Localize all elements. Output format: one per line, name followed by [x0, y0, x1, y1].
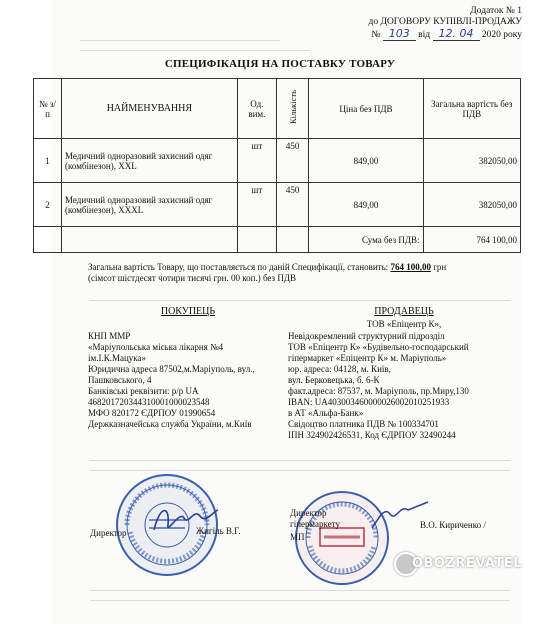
faint-line: [90, 600, 510, 601]
table-header-row: [34, 79, 521, 139]
faint-line: [90, 590, 510, 591]
contract-number-line: № 103 від 12. 04 2020 року: [371, 27, 522, 40]
seller-line: вул. Берковецька, б. 6-К: [288, 375, 380, 385]
annex-label: Додаток № 1: [470, 6, 522, 16]
buyer-line: Держказначейська служба України, м.Київ: [88, 419, 252, 429]
buyer-sign-role: Директор: [90, 528, 127, 538]
col-header-total: Загальна вартість без ПДВ: [423, 79, 520, 139]
total-amount: 764 100,00: [390, 262, 431, 272]
contract-ref: до ДОГОВОРУ КУПІВЛІ-ПРОДАЖУ: [368, 17, 522, 27]
seller-company: ТОВ «Епіцентр К»,: [366, 319, 442, 329]
sum-label: Сума без ПДВ:: [309, 227, 423, 253]
page-title: СПЕЦИФІКАЦІЯ НА ПОСТАВКУ ТОВАРУ: [164, 58, 396, 70]
seller-line: Свідоцтво платника ПДВ № 100334701: [288, 419, 439, 429]
seller-line: ТОВ «Епіцентр К» «Будівельно-господарський: [288, 342, 469, 352]
seller-line: ІПН 324902426531, Код ЄДРПОУ 32490244: [288, 430, 456, 440]
table-sum-row: [34, 227, 521, 253]
contract-year: 2020 року: [481, 30, 522, 40]
specification-table: [33, 78, 521, 253]
buyer-line: «Маріупольська міська лікарня №4: [88, 342, 224, 352]
seller-heading: ПРОДАВЕЦЬ: [374, 306, 434, 317]
seller-sign-name: В.О. Кириченко /: [420, 520, 486, 530]
contract-number: 103: [383, 27, 416, 41]
buyer-sign-name: Жигіль В.Г.: [196, 526, 241, 536]
buyer-line: ім.І.К.Мацука»: [88, 353, 146, 363]
seller-line: факт.адреса: 87537, м. Маріуполь, пр.Миру,130: [288, 386, 469, 396]
buyer-line: Юридична адреса 87502,м.Маріуполь, вул.,: [88, 364, 255, 374]
total-note-text: Загальна вартість Товару, що поставляється по даній Специфікації, становить:: [88, 262, 389, 272]
sum-value: 764 100,00: [423, 227, 520, 253]
faint-line: [80, 50, 310, 51]
buyer-line: КНП ММР: [88, 331, 131, 341]
faint-line: [90, 300, 510, 301]
contract-date: 12. 04: [433, 27, 480, 41]
buyer-heading: ПОКУПЕЦЬ: [160, 306, 216, 317]
col-header-number: № з/п: [34, 79, 62, 139]
seller-line: IBAN: UA403003460000026002010251933: [288, 397, 450, 407]
col-header-price: Ціна без ПДВ: [309, 79, 423, 139]
buyer-block: [88, 306, 288, 430]
buyer-line: Пашковського, 4: [88, 375, 152, 385]
total-note: [88, 262, 518, 284]
col-header-quantity: Кількість: [276, 79, 308, 139]
total-in-words: (сімсот шістдесят чотири тисячі грн. 00 коп.) без ПДВ: [88, 273, 296, 283]
faint-line: [80, 40, 280, 41]
contract-header: [369, 6, 523, 41]
table-row: 1 Медичний одноразовий захисний одяг (комбінезон), XXL шт 450 849,00 382050,00: [34, 139, 521, 183]
seller-line: гіпермаркет «Епіцентр К» м. Маріуполь»: [288, 353, 447, 363]
buyer-line: МФО 820172 ЄДРПОУ 01990654: [88, 408, 216, 418]
watermark: OBOZREVATEL: [411, 556, 522, 571]
buyer-line: Банківські реквізити: р/р UA: [88, 386, 199, 396]
seller-sign-role: Директор гіпермаркету: [290, 508, 340, 529]
table-row: 2 Медичний одноразовий захисний одяг (комбінезон), XXXL шт 450 849,00 382050,00: [34, 183, 521, 227]
seller-line: юр. адреса: 04128, м. Київ,: [288, 364, 391, 374]
col-header-name: НАЙМЕНУВАННЯ: [61, 79, 237, 139]
total-currency: грн: [433, 262, 447, 272]
seller-block: [288, 306, 520, 441]
seller-sign-mp: МП: [290, 532, 305, 542]
seller-line: в АТ «Альфа-Банк»: [288, 408, 364, 418]
faint-line: [90, 460, 510, 461]
buyer-line: 468201720344310001000023548: [88, 397, 210, 407]
col-header-unit: Од. вим.: [237, 79, 276, 139]
seller-line: Невідокремлений структурний підрозділ: [288, 331, 445, 341]
